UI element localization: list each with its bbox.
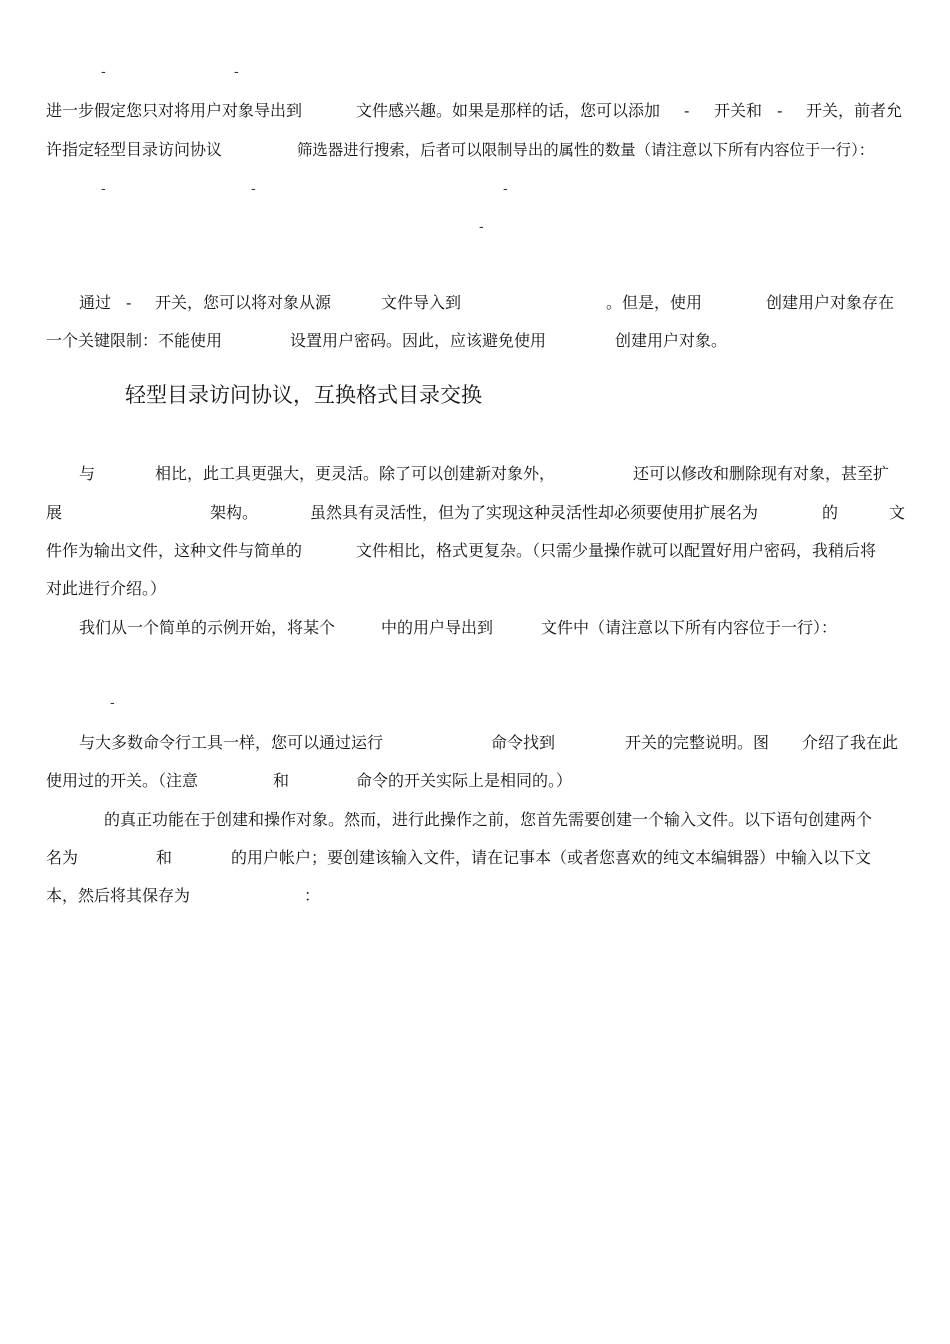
para6-line3-seg2: ： (304, 886, 321, 905)
dash-fragment: - (110, 695, 115, 711)
para3-line3-seg1: 件作为输出文件，这种文件与简单的 (46, 541, 303, 560)
para4-line1-seg3: 文件中（请注意以下所有内容位于一行）： (541, 618, 838, 637)
dash-fragment: - (503, 181, 508, 197)
para2-line1-dash: - (126, 293, 132, 312)
para2-line1-seg2: 开关，您可以将对象从源 (155, 293, 332, 312)
para3-line3-seg2: 文件相比，格式更复杂。（只需少量操作就可以配置好用户密码，我稍后将 (356, 541, 877, 560)
para4-line1-seg1: 我们从一个简单的示例开始，将某个 (79, 618, 336, 637)
para1-line1-seg4: 开关，前者允 (806, 101, 903, 120)
dash-fragment: - (101, 64, 106, 80)
para5-line1-seg4: 介绍了我在此 (802, 733, 899, 752)
para3-line1-seg2: 相比，此工具更强大，更灵活。除了可以创建新对象外， (155, 464, 556, 483)
para3-line1-seg3: 还可以修改和删除现有对象，甚至扩 (633, 464, 890, 483)
para3-line2-seg5: 文 (889, 503, 906, 522)
section-heading: 轻型目录访问协议，互换格式目录交换 (125, 383, 482, 407)
para2-line1-seg4: 。但是，使用 (606, 293, 703, 312)
para2-line1-seg5: 创建用户对象存在 (766, 293, 895, 312)
dash-fragment: - (479, 219, 484, 235)
para2-line1-seg3: 文件导入到 (381, 293, 462, 312)
para2-line1-seg1: 通过 (79, 293, 112, 312)
para3-line2-seg3: 虽然具有灵活性，但为了实现这种灵活性却必须要使用扩展名为 (310, 503, 759, 522)
para3-line2-seg1: 展 (46, 503, 63, 522)
para5-line2-seg1: 使用过的开关。（注意 (46, 771, 199, 790)
para2-line2-seg2: 设置用户密码。因此，应该避免使用 (290, 331, 547, 350)
para4-line1-seg2: 中的用户导出到 (381, 618, 494, 637)
para3-line2-seg2: 架构。 (210, 503, 259, 522)
para2-line2-seg1: 一个关键限制：不能使用 (46, 331, 223, 350)
para1-line1-seg2: 文件感兴趣。如果是那样的话，您可以添加 (356, 101, 661, 120)
para3-line4: 对此进行介绍。） (46, 579, 167, 598)
para1-line2-seg2: 筛选器进行搜索，后者可以限制导出的属性的数量（请注意以下所有内容位于一行）： (297, 141, 875, 159)
para1-line1-dash2: - (777, 101, 783, 120)
para2-line2-seg3: 创建用户对象。 (615, 331, 728, 350)
para6-line2-seg2: 和 (156, 848, 173, 867)
para3-line2-seg4: 的 (822, 503, 839, 522)
para6-line3-seg1: 本，然后将其保存为 (46, 886, 191, 905)
para6-line2-seg3: 的用户帐户；要创建该输入文件，请在记事本（或者您喜欢的纯文本编辑器）中输入以下文 (231, 848, 872, 867)
dash-fragment: - (234, 64, 239, 80)
para5-line2-seg3: 命令的开关实际上是相同的。） (356, 771, 573, 790)
para5-line1-seg3: 开关的完整说明。图 (625, 733, 770, 752)
para6-line1: 的真正功能在于创建和操作对象。然而，进行此操作之前，您首先需要创建一个输入文件。以下语句创建两个 (104, 810, 873, 829)
para5-line1-seg1: 与大多数命令行工具一样，您可以通过运行 (79, 733, 384, 752)
para6-line2-seg1: 名为 (46, 848, 79, 867)
para1-line2-seg1: 许指定轻型目录访问协议 (46, 140, 223, 159)
para3-line1-seg1: 与 (79, 464, 96, 483)
para5-line2-seg2: 和 (273, 771, 290, 790)
dash-fragment: - (251, 181, 256, 197)
para1-line1-seg3: 开关和 (714, 101, 763, 120)
para1-line1-dash1: - (684, 101, 690, 120)
dash-fragment: - (101, 181, 106, 197)
para5-line1-seg2: 命令找到 (491, 733, 556, 752)
para1-line1-seg1: 进一步假定您只对将用户对象导出到 (46, 101, 303, 120)
